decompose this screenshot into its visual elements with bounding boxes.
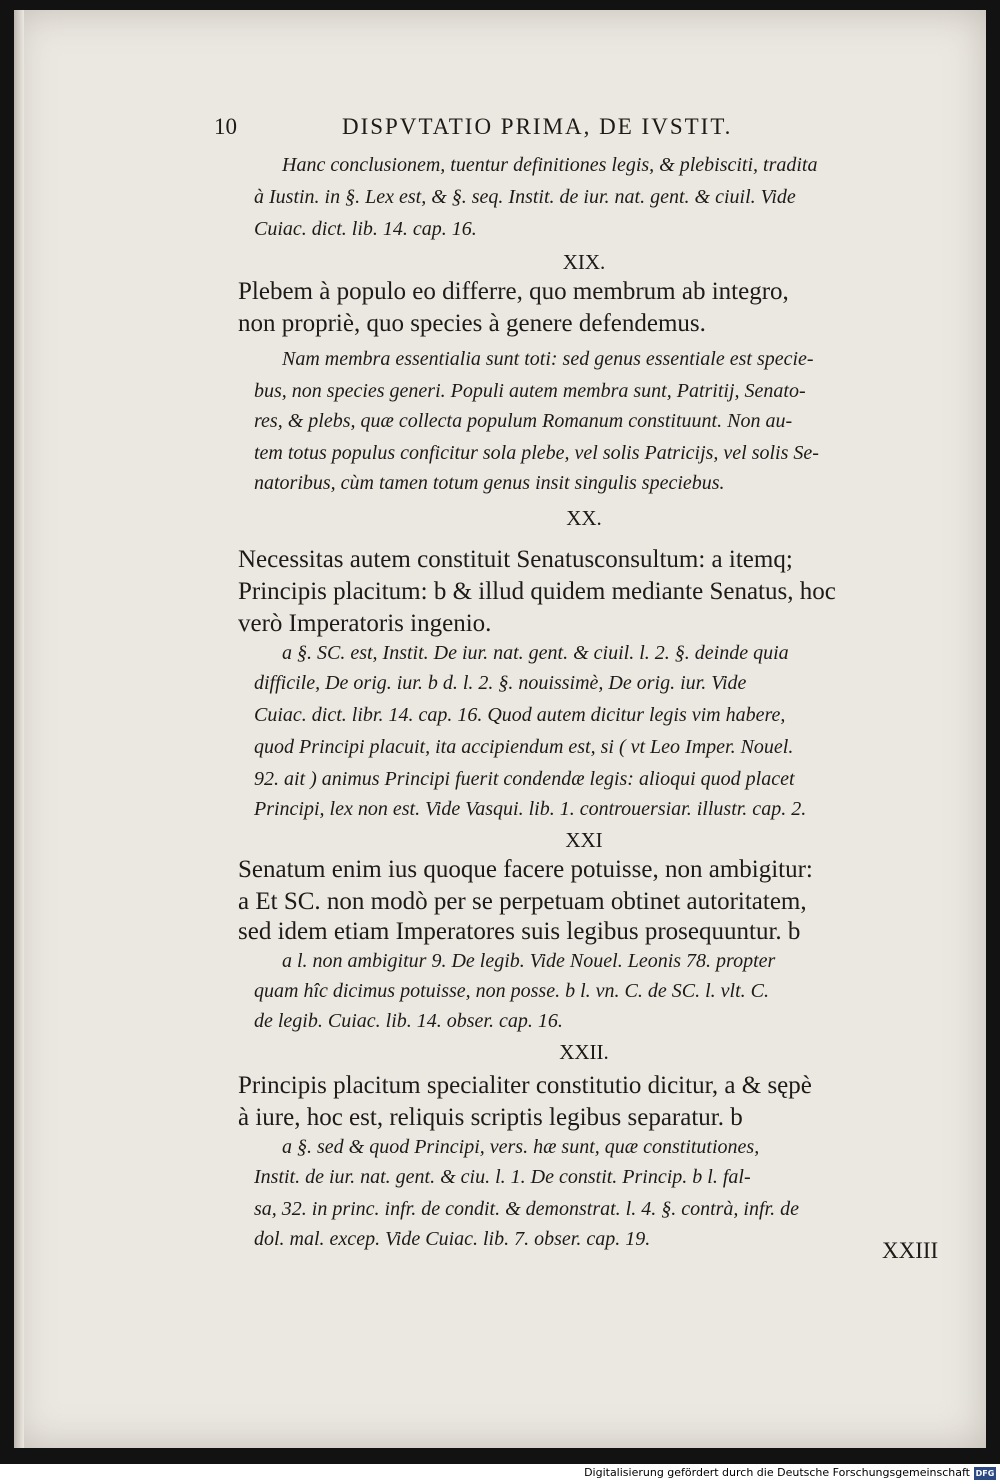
note-line: bus, non species generi. Populi autem membra sunt, Patritij, Senato- [254,380,806,402]
note-line: dol. mal. excep. Vide Cuiac. lib. 7. obser. cap. 19. [254,1228,651,1250]
section-number: XXI [565,828,603,852]
note-line: difficile, De orig. iur. b d. l. 2. §. nouissimè, De orig. iur. Vide [254,672,747,694]
note-line: à Iustin. in §. Lex est, & §. seq. Instit. de iur. nat. gent. & ciuil. Vide [254,186,796,208]
note-line: Cuiac. dict. lib. 14. cap. 16. [254,218,477,240]
body-line: Senatum enim ius quoque facere potuisse, non ambigitur: [238,856,813,883]
book-page [14,10,986,1448]
dfg-logo: DFG [975,1469,995,1478]
body-line: verò Imperatoris ingenio. [238,610,492,637]
digitization-footer [0,1464,1000,1484]
note-line: quod Principi placuit, ita accipiendum est, si ( vt Leo Imper. Nouel. [254,736,794,758]
body-line: à iure, hoc est, reliquis scriptis legibus separatur. b [238,1104,743,1131]
note-line: tem totus populus conficitur sola plebe, vel solis Patricijs, vel solis Se- [254,442,819,464]
section-number: XXII. [559,1040,609,1064]
note-line: res, & plebs, quæ collecta populum Romanum constituunt. Non au- [254,410,793,432]
note-line: Principi, lex non est. Vide Vasqui. lib. 1. controuersiar. illustr. cap. 2. [254,798,807,820]
section-number: XX. [566,506,602,530]
body-line: Principis placitum specialiter constitutio dicitur, a & sępè [238,1072,812,1099]
body-line: Principis placitum: b & illud quidem mediante Senatus, hoc [238,578,836,605]
body-line: sed idem etiam Imperatores suis legibus prosequuntur. b [238,918,801,945]
note-line: natoribus, cùm tamen totum genus insit singulis speciebus. [254,472,725,494]
page-number: 10 [214,114,237,139]
note-line: sa, 32. in princ. infr. de condit. & demonstrat. l. 4. §. contrà, infr. de [254,1198,799,1220]
page-text [14,10,986,1448]
section-number: XIX. [562,250,606,274]
body-line: a Et SC. non modò per se perpetuam obtinet autoritatem, [238,888,807,915]
note-line: de legib. Cuiac. lib. 14. obser. cap. 16. [254,1010,563,1032]
note-line: a §. SC. est, Instit. De iur. nat. gent. & ciuil. l. 2. §. deinde quia [282,642,789,664]
note-line: quam hîc dicimus potuisse, non posse. b l. vn. C. de SC. l. vlt. C. [254,980,769,1002]
note-line: Cuiac. dict. libr. 14. cap. 16. Quod autem dicitur legis vim habere, [254,704,786,726]
note-line: Hanc conclusionem, tuentur definitiones legis, & plebisciti, tradita [282,154,818,176]
note-line: a §. sed & quod Principi, vers. hæ sunt, quæ constitutiones, [282,1136,760,1158]
note-line: a l. non ambigitur 9. De legib. Vide Nouel. Leonis 78. propter [282,950,776,972]
body-line: Necessitas autem constituit Senatusconsultum: a itemq; [238,546,793,573]
footer-credit: Digitalisierung gefördert durch die Deutsche Forschungsgemeinschaft [584,1466,970,1479]
catchword: XXIII [882,1238,939,1263]
note-line: 92. ait ) animus Principi fuerit condendæ legis: alioqui quod placet [254,768,795,790]
note-line: Nam membra essentialia sunt toti: sed genus essentiale est specie- [282,348,814,370]
running-title: DISPVTATIO PRIMA, DE IVSTIT. [342,114,733,139]
body-line: non propriè, quo species à genere defendemus. [238,310,706,337]
note-line: Instit. de iur. nat. gent. & ciu. l. 1. De constit. Princip. b l. fal- [254,1166,751,1188]
body-line: Plebem à populo eo differre, quo membrum ab integro, [238,278,789,305]
